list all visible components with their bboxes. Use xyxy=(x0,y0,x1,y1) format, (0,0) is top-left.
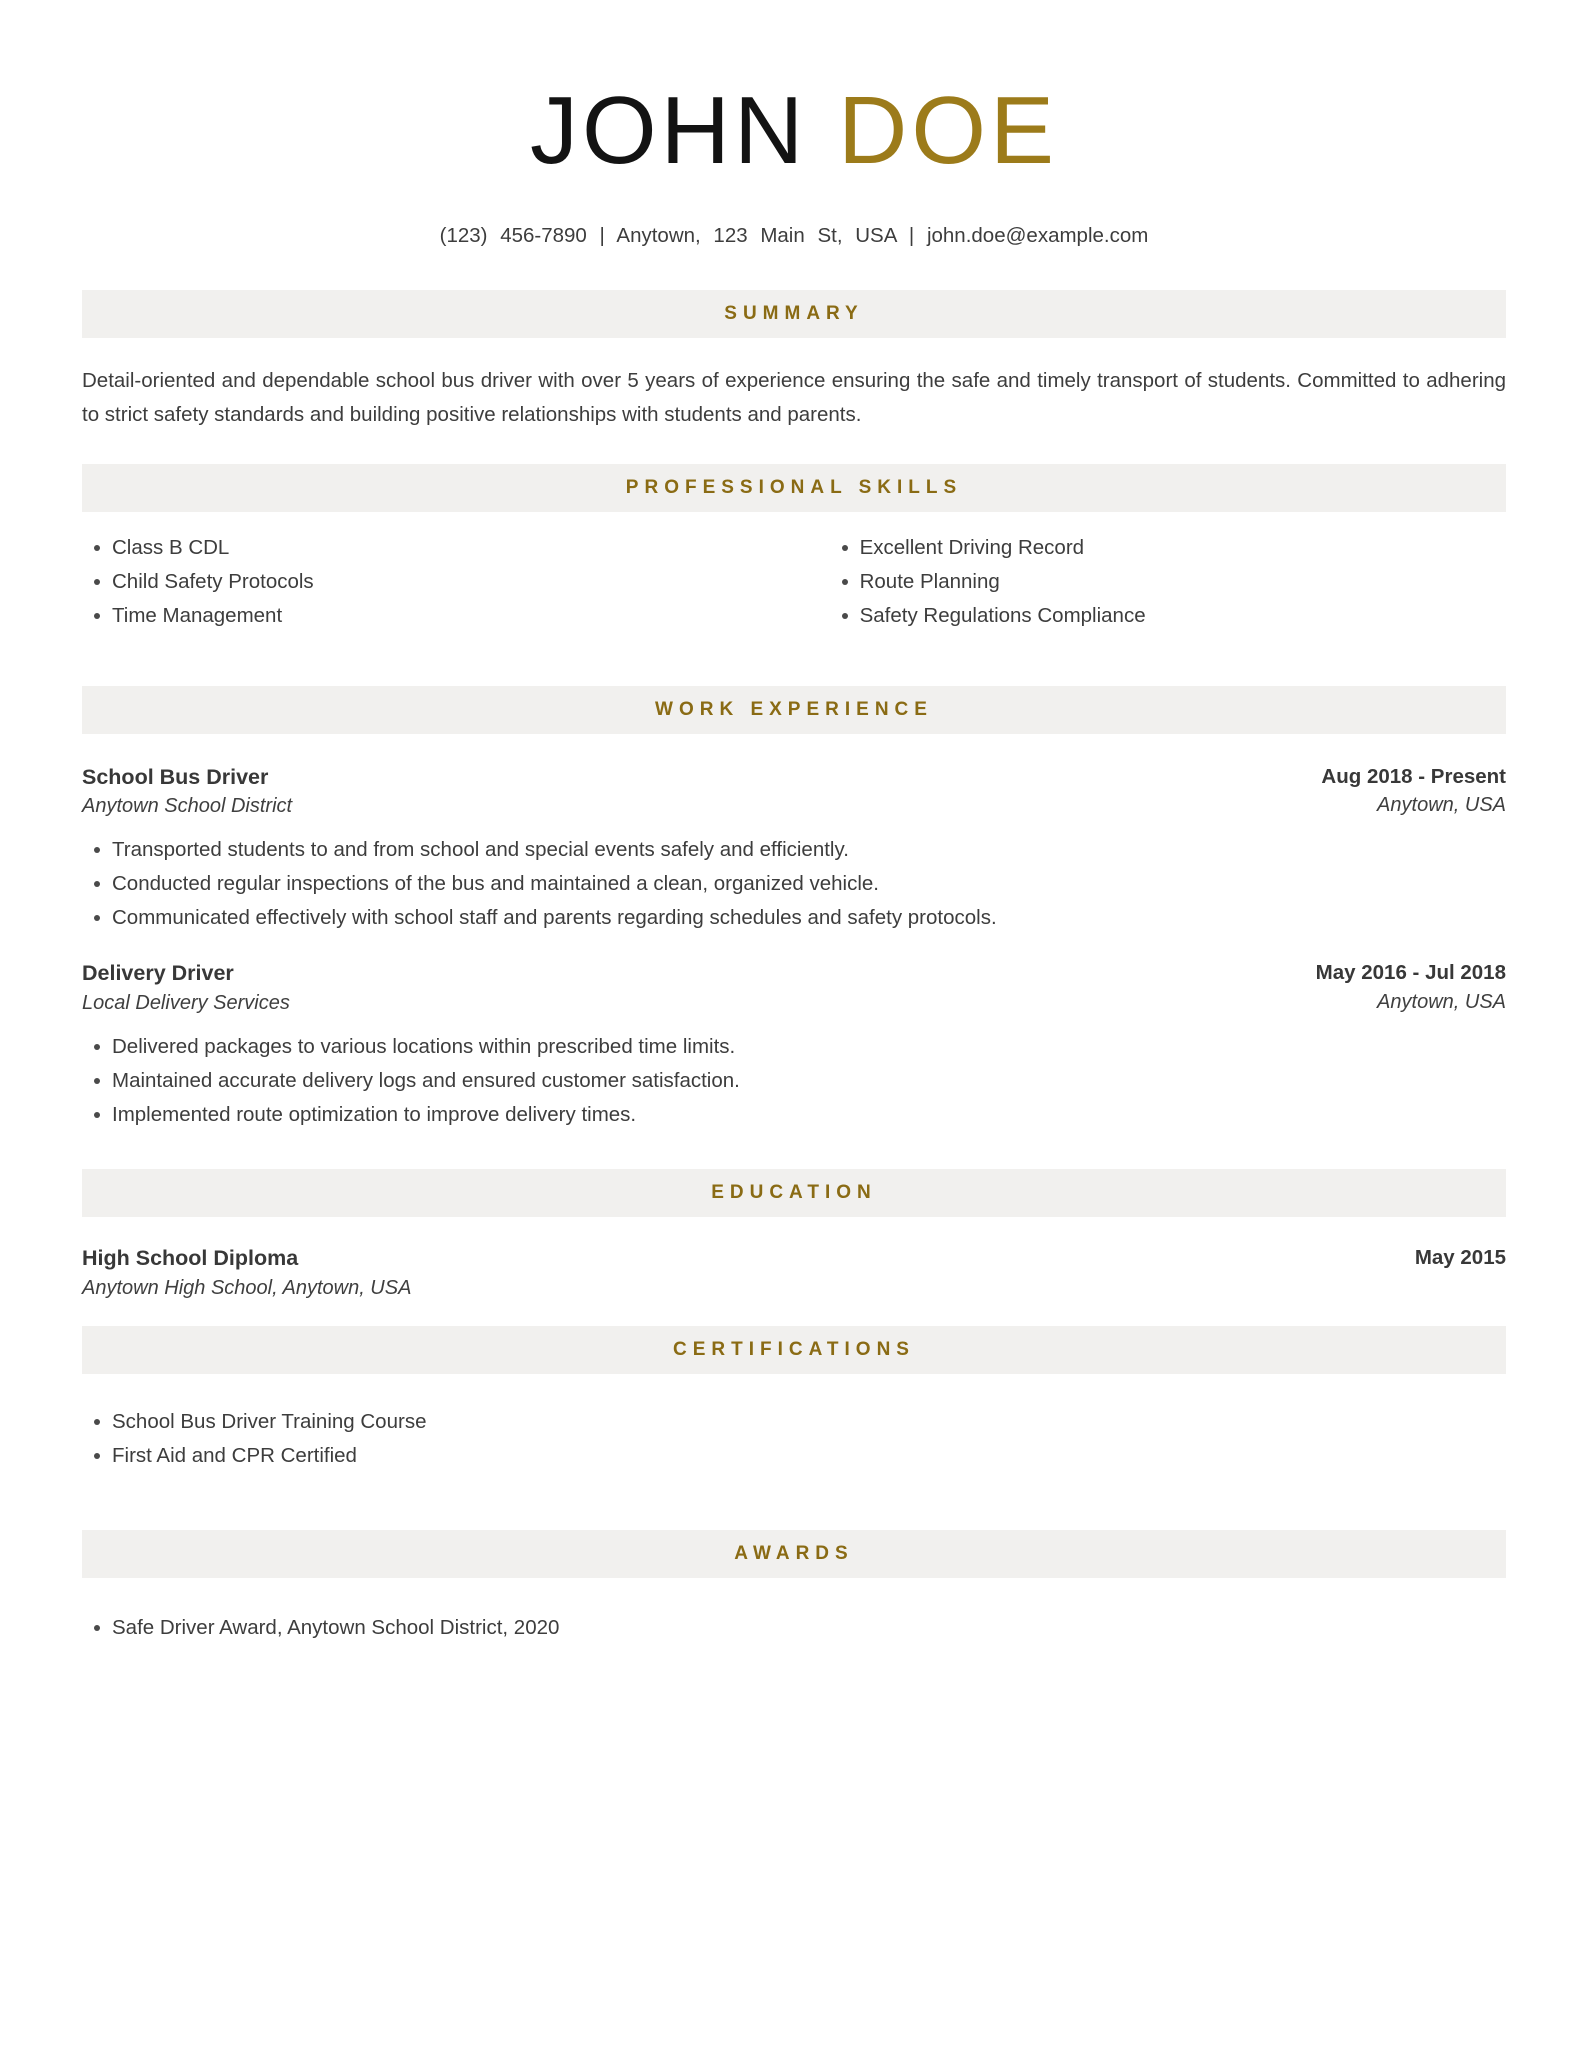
job-bullet xyxy=(82,1069,1506,1093)
job-bullet-list xyxy=(82,1035,1506,1127)
section-header-experience: WORK EXPERIENCE xyxy=(82,686,1506,734)
award-text: Safe Driver Award, Anytown School District, 2020 xyxy=(112,1616,560,1640)
education-header-left xyxy=(82,1245,411,1300)
education-degree: High School Diploma xyxy=(82,1246,299,1271)
skill-item xyxy=(82,536,830,560)
resume-name xyxy=(82,0,1506,184)
education-school: Anytown High School, Anytown, USA xyxy=(82,1277,412,1300)
job-company: Anytown School District xyxy=(82,795,293,818)
education-entry xyxy=(82,1245,1506,1300)
job-header-right xyxy=(1316,960,1506,1014)
job-bullet xyxy=(82,1035,1506,1059)
skill-label: Safety Regulations Compliance xyxy=(859,603,1146,627)
section-header-certifications: CERTIFICATIONS xyxy=(82,1326,1506,1374)
skill-item xyxy=(830,604,1506,628)
job-bullet-list xyxy=(82,838,1506,930)
job-bullet-text: Conducted regular inspections of the bus and maintained a clean, organized vehicle. xyxy=(112,872,879,896)
job-bullet xyxy=(82,838,1506,862)
job-bullet-text: Transported students to and from school and special events safely and efficiently. xyxy=(112,838,849,862)
skill-item xyxy=(82,604,830,628)
skill-label: Route Planning xyxy=(859,569,1000,593)
job-bullet-text: Maintained accurate delivery logs and ensured customer satisfaction. xyxy=(112,1069,740,1093)
skill-item xyxy=(830,570,1506,594)
job-bullet xyxy=(82,906,1506,930)
education-header xyxy=(82,1245,1506,1300)
job-entry xyxy=(82,960,1506,1127)
job-header-left xyxy=(82,960,290,1015)
section-header-awards: AWARDS xyxy=(82,1530,1506,1578)
section-header-skills: PROFESSIONAL SKILLS xyxy=(82,464,1506,512)
certification-item xyxy=(82,1444,1506,1468)
skill-label: Class B CDL xyxy=(112,535,230,559)
name-first: JOHN xyxy=(529,77,808,184)
section-header-education: EDUCATION xyxy=(82,1169,1506,1217)
contact-line: (123) 456-7890 | Anytown, 123 Main St, USA | john.doe@example.com xyxy=(439,223,1149,247)
skill-item xyxy=(830,536,1506,560)
job-location: Anytown, USA xyxy=(1377,794,1506,817)
job-header xyxy=(82,764,1506,819)
job-entry xyxy=(82,764,1506,931)
job-header-left xyxy=(82,764,292,819)
education-header-right xyxy=(1415,1245,1506,1271)
skill-label: Time Management xyxy=(112,603,283,627)
job-header-right xyxy=(1321,764,1506,818)
certification-text: First Aid and CPR Certified xyxy=(112,1444,357,1468)
name-last: DOE xyxy=(837,77,1059,184)
skills-grid xyxy=(82,536,1506,638)
job-bullet xyxy=(82,1103,1506,1127)
job-bullet xyxy=(82,872,1506,896)
certification-item xyxy=(82,1410,1506,1434)
job-location: Anytown, USA xyxy=(1377,991,1506,1014)
award-item xyxy=(82,1616,1506,1640)
summary-paragraph: Detail-oriented and dependable school bus driver with over 5 years of experience ensuring the safe and timely transport of students. Committed to adhering to strict safety standards and building positive relationships with students and parents. xyxy=(82,368,1506,426)
skill-label: Child Safety Protocols xyxy=(112,569,314,593)
job-title: School Bus Driver xyxy=(82,764,269,789)
job-bullet-text: Implemented route optimization to improve delivery times. xyxy=(112,1103,637,1127)
job-bullet-text: Delivered packages to various locations within prescribed time limits. xyxy=(112,1035,736,1059)
section-header-summary: SUMMARY xyxy=(82,290,1506,338)
skill-label: Excellent Driving Record xyxy=(859,535,1085,559)
skill-item xyxy=(82,570,830,594)
certification-text: School Bus Driver Training Course xyxy=(112,1410,427,1434)
awards-list xyxy=(82,1616,1506,1640)
education-date: May 2015 xyxy=(1414,1246,1506,1270)
certifications-list xyxy=(82,1410,1506,1468)
skills-list-right xyxy=(830,536,1506,638)
job-company: Local Delivery Services xyxy=(82,992,290,1015)
job-bullet-text: Communicated effectively with school staff and parents regarding schedules and safety protocols. xyxy=(112,906,997,930)
job-dates: May 2016 - Jul 2018 xyxy=(1315,961,1506,985)
job-header xyxy=(82,960,1506,1015)
job-title: Delivery Driver xyxy=(82,961,234,986)
job-dates: Aug 2018 - Present xyxy=(1321,764,1506,788)
skills-list-left xyxy=(82,536,830,638)
